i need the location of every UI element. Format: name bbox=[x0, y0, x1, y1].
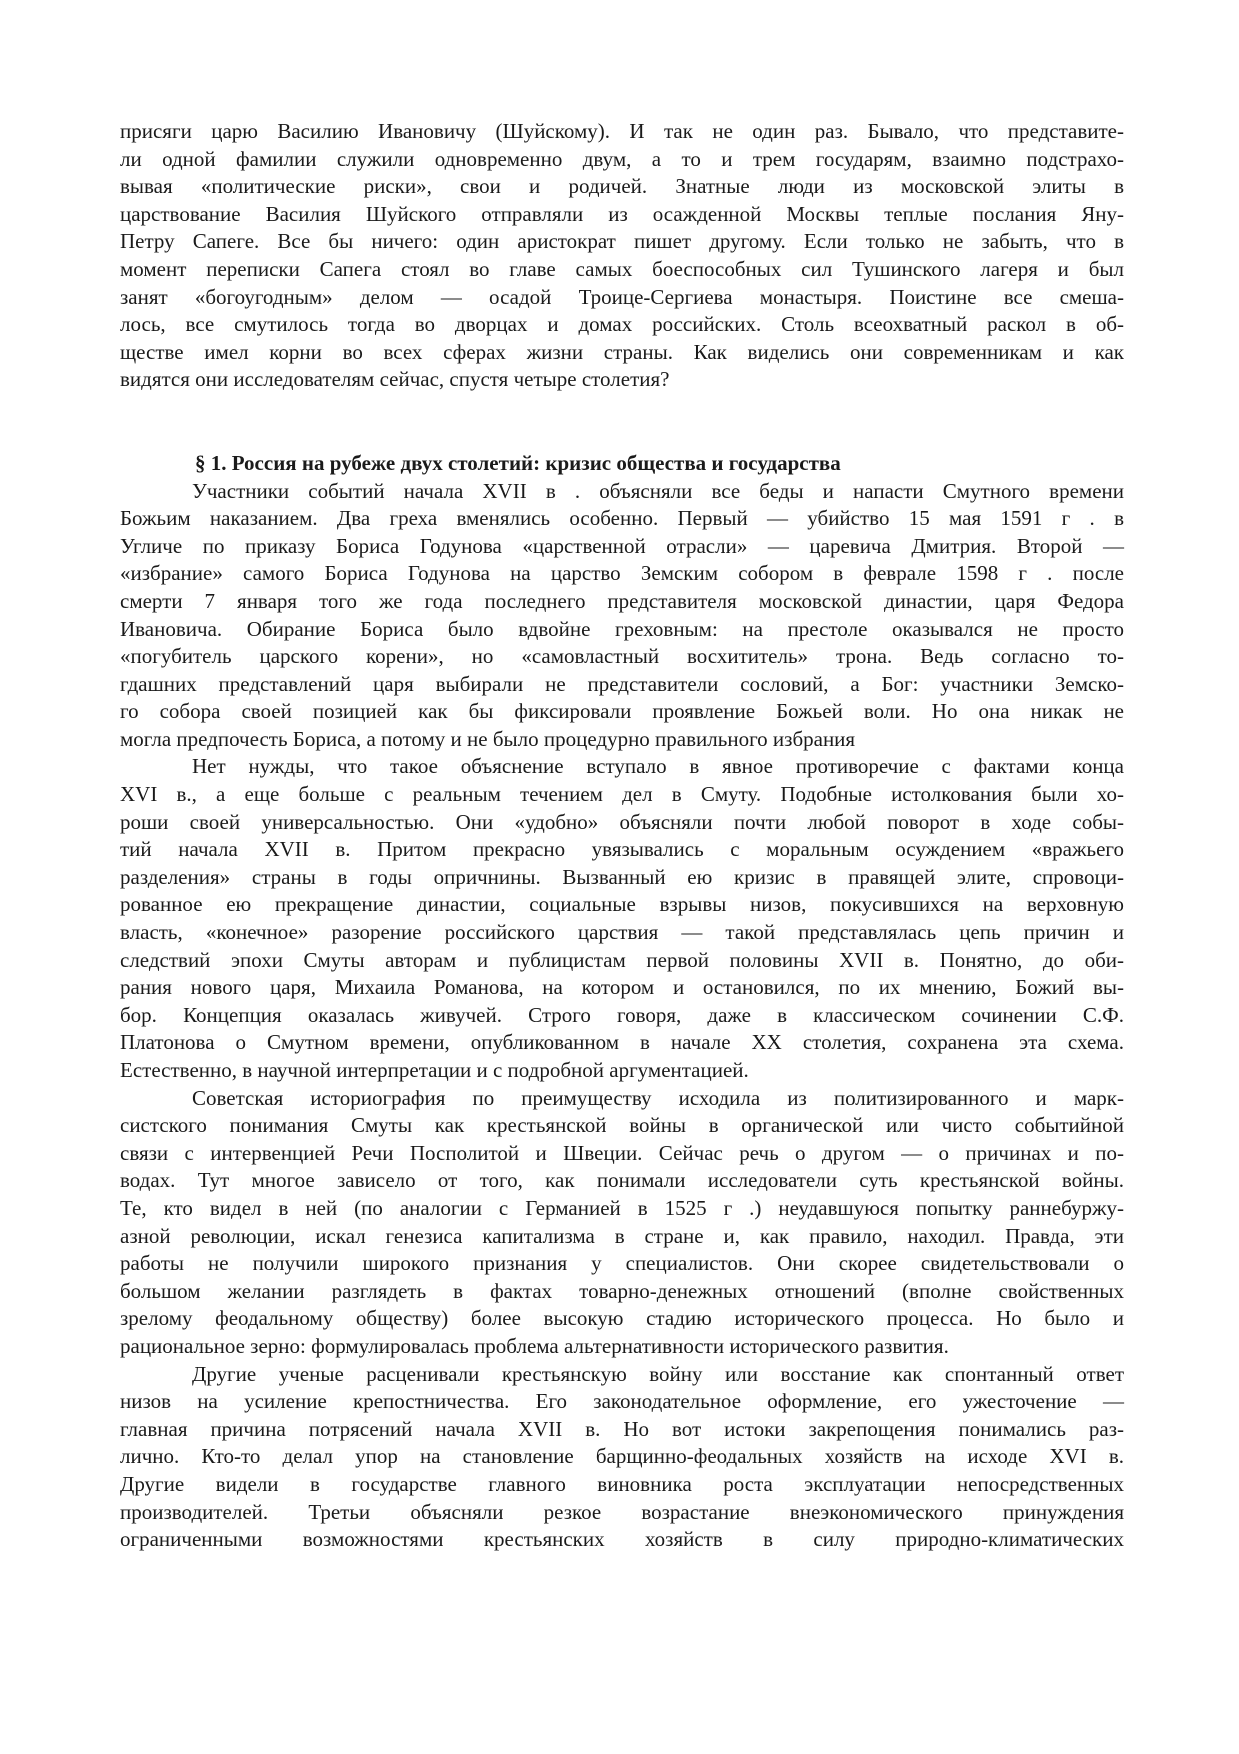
intro-paragraph bbox=[120, 118, 1124, 394]
text-line: Другие видели в государстве главного виновника роста эксплуатации непосредственных bbox=[120, 1471, 1124, 1496]
text-line: царствование Василия Шуйского отправляли из осажденной Москвы теплые послания Яну- bbox=[120, 201, 1124, 226]
text-line: вывая «политические риски», свои и родичей. Знатные люди из московской элиты в bbox=[120, 174, 1124, 199]
text-line: момент переписки Сапега стоял во главе самых боеспособных сил Тушинского лагеря и был bbox=[120, 256, 1124, 281]
text-line: лось, все смутилось тогда во дворцах и домах российских. Столь всеохватный раскол в об- bbox=[120, 312, 1124, 337]
text-line: тий начала XVII в. Притом прекрасно увязывались с моральным осуждением «вражьего bbox=[120, 837, 1124, 862]
paragraph-4 bbox=[120, 1361, 1124, 1554]
text-line: бор. Концепция оказалась живучей. Строго говоря, даже в классическом сочинении С.Ф. bbox=[120, 1002, 1124, 1027]
text-line: XVI в., а еще больше с реальным течением дел в Смуту. Подобные истолкования были хо- bbox=[120, 782, 1124, 807]
text-line: могла предпочесть Бориса, а потому и не было процедурно правильного избрания bbox=[120, 726, 856, 751]
text-line: работы не получили широкого признания у специалистов. Они скорее свидетельствовали о bbox=[120, 1251, 1124, 1276]
text-line: Другие ученые расценивали крестьянскую войну или восстание как спонтанный ответ bbox=[192, 1361, 1124, 1386]
text-line: рания нового царя, Михаила Романова, на котором и остановился, по их мнению, Божий вы- bbox=[120, 975, 1124, 1000]
text-line: Те, кто видел в ней (по аналогии с Германией в 1525 г .) неудавшуюся попытку раннебуржу- bbox=[120, 1195, 1124, 1220]
text-line: присяги царю Василию Ивановичу (Шуйскому). И так не один раз. Бывало, что представите- bbox=[120, 119, 1124, 143]
text-line: Угличе по приказу Бориса Годунова «царственной отрасли» — царевича Дмитрия. Второй — bbox=[120, 533, 1124, 558]
text-line: главная причина потрясений начала XVII в. Но вот истоки закрепощения понимались раз- bbox=[120, 1416, 1124, 1441]
text-line: «погубитель царского корени», но «самовластный восхититель» трона. Ведь согласно то- bbox=[120, 644, 1124, 669]
text-line: азной революции, искал генезиса капитализма в стране и, как правило, находил. Правда, эти bbox=[120, 1223, 1124, 1248]
text-line: большом желании разглядеть в фактах товарно-денежных отношений (вполне свойственных bbox=[120, 1278, 1124, 1303]
text-line: следствий эпохи Смуты авторам и публицистам первой половины XVII в. Понятно, до оби- bbox=[120, 947, 1124, 972]
text-line: «избрание» самого Бориса Годунова на царство Земским собором в феврале 1598 г . после bbox=[120, 561, 1124, 586]
text-line: зрелому феодальному обществу) более высокую стадию исторического процесса. Но было и bbox=[120, 1306, 1124, 1331]
text-line: Нет нужды, что такое объяснение вступало в явное противоречие с фактами конца bbox=[192, 754, 1124, 779]
text-line: видятся они исследователям сейчас, спустя четыре столетия? bbox=[120, 367, 670, 392]
text-line: связи с интервенцией Речи Посполитой и Швеции. Сейчас речь о другом — о причинах и по- bbox=[120, 1140, 1124, 1165]
text-line: систского понимания Смуты как крестьянской войны в органической или чисто событийной bbox=[120, 1113, 1124, 1138]
text-line: гдашних представлений царя выбирали не представители сословий, а Бог: участники Земско- bbox=[120, 671, 1124, 696]
text-line: водах. Тут многое зависело от того, как понимали исследователи суть крестьянской войны. bbox=[120, 1168, 1124, 1193]
text-line: Ивановича. Обирание Бориса было вдвойне греховным: на престоле оказывался не просто bbox=[120, 616, 1124, 641]
text-line: Советская историография по преимуществу исходила из политизированного и марк- bbox=[192, 1085, 1124, 1110]
text-line: го собора своей позицией как бы фиксировали проявление Божьей воли. Но она никак не bbox=[120, 699, 1124, 724]
text-line: ограниченными возможностями крестьянских хозяйств в силу природно-климатических bbox=[120, 1527, 1124, 1552]
text-line: занят «богоугодным» делом — осадой Троице-Сергиева монастыря. Поистине все смеша- bbox=[120, 284, 1124, 309]
text-line: производителей. Третьи объясняли резкое возрастание внеэкономического принуждения bbox=[120, 1499, 1124, 1524]
text-line: ли одной фамилии служили одновременно двум, а то и трем государям, взаимно подстрахо- bbox=[120, 146, 1124, 171]
text-line: Естественно, в научной интерпретации и с подробной аргументацией. bbox=[120, 1058, 749, 1082]
text-line: власть, «конечное» разорение российского царствия — такой представлялась цепь причин и bbox=[120, 920, 1124, 945]
text-line: Божьим наказанием. Два греха вменялись особенно. Первый — убийство 15 мая 1591 г . в bbox=[120, 506, 1124, 531]
paragraph-1 bbox=[120, 478, 1124, 754]
section-gap bbox=[120, 394, 1124, 450]
text-line: рованное ею прекращение династии, социальные взрывы низов, покусившихся на верховную bbox=[120, 892, 1124, 917]
text-line: роши своей универсальностью. Они «удобно» объясняли почти любой поворот в ходе собы- bbox=[120, 809, 1124, 834]
text-line: лично. Кто-то делал упор на становление барщинно-феодальных хозяйств на исходе XVI в. bbox=[120, 1444, 1124, 1469]
text-line: Петру Сапеге. Все бы ничего: один аристократ пишет другому. Если только не забыть, что в bbox=[120, 229, 1124, 254]
section-heading: § 1. Россия на рубеже двух столетий: кризис общества и государства bbox=[195, 450, 841, 475]
text-line: Платонова о Смутном времени, опубликованном в начале XX столетия, сохранена эта схема. bbox=[120, 1030, 1124, 1055]
document-page bbox=[120, 118, 1124, 1554]
text-line: разделения» страны в годы опричнины. Вызванный ею кризис в правящей элите, спровоци- bbox=[120, 864, 1124, 889]
text-line: низов на усиление крепостничества. Его законодательное оформление, его ужесточение — bbox=[120, 1389, 1124, 1414]
text-line: рациональное зерно: формулировалась проблема альтернативности исторического развития. bbox=[120, 1333, 949, 1358]
paragraph-2 bbox=[120, 753, 1124, 1084]
paragraph-3 bbox=[120, 1085, 1124, 1361]
text-line: смерти 7 января того же года последнего представителя московской династии, царя Федора bbox=[120, 588, 1124, 613]
text-line: Участники событий начала XVII в . объясняли все беды и напасти Смутного времени bbox=[192, 478, 1124, 503]
text-line: ществе имел корни во всех сферах жизни страны. Как виделись они современникам и как bbox=[120, 339, 1124, 364]
